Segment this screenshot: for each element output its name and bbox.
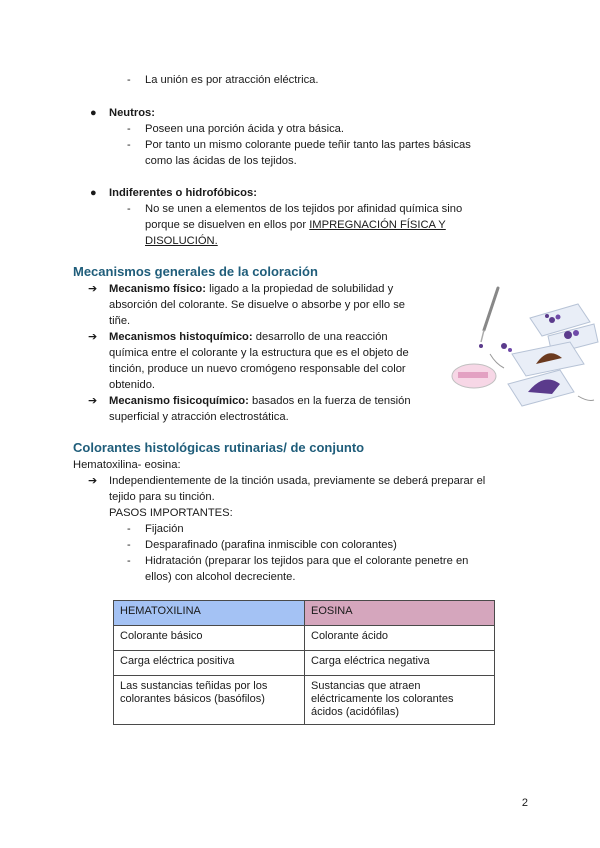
arrow-bullet-icon: ➔ [88,475,98,487]
table-cell: Colorante ácido [305,626,495,651]
list-item: tejido para su tinción. [109,491,215,503]
list-item: Mecanismo fisicoquímico: basados en la fuerza de tensión [109,395,411,407]
slide-icon [512,342,584,376]
arrow-bullet-icon: ➔ [88,331,98,343]
arrow-bullet-icon: ➔ [88,395,98,407]
list-item: Independientemente de la tinción usada, previamente se deberá preparar el [109,475,486,487]
bullet-dot: ● [90,107,97,119]
table-row [114,626,495,651]
list-item: porque se disuelven en ellos por IMPREGNACIÓN FÍSICA Y [145,219,446,231]
arrow-bullet-icon: ➔ [88,283,98,295]
dash-bullet: - [127,139,131,151]
list-item: Por tanto un mismo colorante puede teñir tanto las partes básicas [145,139,471,151]
header-hematoxilina: HEMATOXILINA [114,601,305,626]
list-item: Poseen una porción ácida y otra básica. [145,123,345,135]
subheading: Hematoxilina- eosina: [73,459,181,471]
list-item: La unión es por atracción eléctrica. [145,74,319,86]
list-item: No se unen a elementos de los tejidos por afinidad química sino [145,203,463,215]
list-item: tiñe. [109,315,131,327]
dash-bullet: - [127,74,131,86]
list-item: como las ácidas de los tejidos. [145,155,297,167]
list-item: Desparafinado (parafina inmiscible con colorantes) [145,539,397,551]
table-cell: Sustancias que atraen eléctricamente los colorantes ácidos (acidófilas) [305,676,495,725]
neutros-title: Neutros: [109,107,155,119]
table-row [114,676,495,725]
list-item: Mecanismos histoquímico: desarrollo de una reacción [109,331,388,343]
dash-bullet: - [127,555,131,567]
list-item: Mecanismo físico: ligado a la propiedad de solubilidad y [109,283,394,295]
comparison-table [113,600,495,725]
dash-bullet: - [127,203,131,215]
list-item: superficial y atracción electrostática. [109,411,289,423]
list-item: tinción, produce un nuevo cromógeno responsable del color [109,363,406,375]
table-cell: Las sustancias teñidas por los colorantes básicos (basófilos) [114,676,305,725]
dash-bullet: - [127,123,131,135]
staining-illustration [448,284,600,414]
page-number: 2 [521,797,528,809]
table-header-row [114,601,495,626]
table-cell: Carga eléctrica positiva [114,651,305,676]
section-heading: Mecanismos generales de la coloración [73,264,318,279]
indiferentes-title: Indiferentes o hidrofóbicos: [109,187,257,199]
list-item: química entre el colorante y la estructura que es el objeto de [109,347,409,359]
dash-bullet: - [127,523,131,535]
list-item: Fijación [145,523,184,535]
list-item: Hidratación (preparar los tejidos para que el colorante penetre en [145,555,469,567]
steps-label: PASOS IMPORTANTES: [109,507,233,519]
list-item: absorción del colorante. Se disuelve o absorbe y por ello se [109,299,406,311]
table-cell: Carga eléctrica negativa [305,651,495,676]
table-cell: Colorante básico [114,626,305,651]
slide-icon [508,370,574,406]
table-row [114,651,495,676]
underlined-text: DISOLUCIÓN. [145,235,218,247]
dish-icon [452,364,496,388]
section-heading: Colorantes histológicas rutinarias/ de conjunto [73,440,365,455]
header-eosina: EOSINA [305,601,495,626]
list-item: obtenido. [109,379,156,391]
bullet-dot: ● [90,187,97,199]
pipette-icon [479,288,498,348]
dash-bullet: - [127,539,131,551]
list-item: ellos) con alcohol decreciente. [145,571,296,583]
